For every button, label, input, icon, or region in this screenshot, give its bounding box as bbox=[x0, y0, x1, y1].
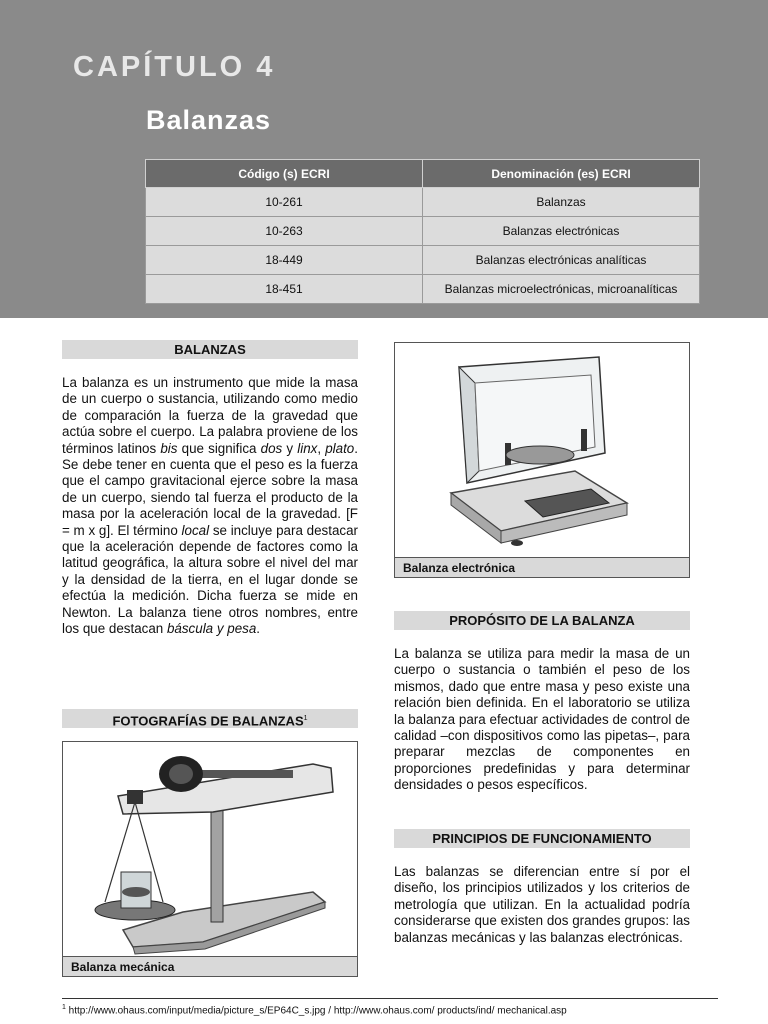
table-cell-name: Balanzas electrónicas bbox=[423, 217, 700, 246]
principios-paragraph: Las balanzas se diferencian entre sí por el diseño, los principios utilizados y los criterios de metrología que utilizan. En la actualidad podría considerarse que existen dos grandes grupos: las balanzas mecánicas y las balanzas electrónicas. bbox=[394, 864, 690, 945]
term-dos: dos bbox=[260, 440, 283, 456]
term-local: local bbox=[181, 522, 210, 538]
term-bascula: báscula y pesa bbox=[166, 621, 257, 637]
section-heading-proposito: PROPÓSITO DE LA BALANZA bbox=[394, 611, 690, 630]
footnote-divider bbox=[62, 998, 718, 999]
table-cell-code: 10-261 bbox=[146, 188, 423, 217]
footnote-ref: 1 bbox=[303, 715, 308, 722]
fotografias-heading-text: FOTOGRAFÍAS DE BALANZAS bbox=[112, 713, 304, 729]
text-run: se incluye para destacar que la aceleración depende de factores como la latitud geográfica, la altura sobre el nivel del mar y la densidad de la tierra, en el lugar donde se efectúa la medición. Dicha fuerza se mide en Newton. La balanza tiene otros nombres, entre los que destacan bbox=[62, 522, 359, 637]
section-heading-principios: PRINCIPIOS DE FUNCIONAMIENTO bbox=[394, 829, 690, 848]
footnote-text: http://www.ohaus.com/input/media/picture_s/EP64C_s.jpg / http://www.ohaus.com/ products/ind/ mechanical.asp bbox=[65, 1005, 567, 1017]
chapter-title: Balanzas bbox=[146, 105, 272, 135]
text-run: . Se debe tener en cuenta que el peso es la fuerza que el campo gravitacional ejerce sobre la masa de un cuerpo, siendo tal fuerza el producto de la masa por la aceleración local de la gravedad. [F = m x g]. El término bbox=[62, 440, 358, 538]
term-linx: linx bbox=[297, 440, 318, 456]
term-bis: bis bbox=[160, 440, 178, 456]
mechanical-balance-caption: Balanza mecánica bbox=[62, 957, 358, 977]
table-row bbox=[146, 275, 700, 304]
column-header-code: Código (s) ECRI bbox=[146, 160, 423, 188]
table-row bbox=[146, 188, 700, 217]
electronic-balance-caption: Balanza electrónica bbox=[394, 558, 690, 578]
table-cell-code: 10-263 bbox=[146, 217, 423, 246]
text-run: y bbox=[282, 440, 298, 456]
text-run: que significa bbox=[177, 440, 261, 456]
text-run: . bbox=[256, 621, 261, 637]
text-run: La balanza es un instrumento que mide la masa de un cuerpo o sustancia, utilizando como medio de comparación la fuerza de la gravedad que actúa sobre el cuerpo. La palabra proviene de los términos latinos bbox=[62, 375, 358, 456]
chapter-header bbox=[0, 0, 768, 318]
table-row bbox=[146, 217, 700, 246]
balanzas-paragraph bbox=[62, 375, 358, 638]
column-header-name: Denominación (es) ECRI bbox=[423, 160, 700, 188]
electronic-balance-illustration bbox=[395, 343, 689, 557]
table-cell-name: Balanzas microelectrónicas, microanalíticas bbox=[423, 275, 700, 304]
table-row bbox=[146, 246, 700, 275]
table-cell-code: 18-451 bbox=[146, 275, 423, 304]
proposito-paragraph: La balanza se utiliza para medir la masa de un cuerpo o sustancia o también el peso de los mismos, dado que entre masa y peso existe una relación bien definida. En el laboratorio se utiliza la balanza para efectuar actividades de control de calidad –con dispositivos como las pipetas–, para preparar mezclas de componentes en proporciones predefinidas y para determinar densidades o pesos específicos. bbox=[394, 646, 690, 793]
mechanical-balance-photo bbox=[62, 741, 358, 957]
table-cell-name: Balanzas bbox=[423, 188, 700, 217]
chapter-number: CAPÍTULO 4 bbox=[73, 51, 276, 83]
footnote bbox=[62, 1004, 567, 1016]
term-plato: plato bbox=[325, 440, 355, 456]
table-cell-name: Balanzas electrónicas analíticas bbox=[423, 246, 700, 275]
table-cell-code: 18-449 bbox=[146, 246, 423, 275]
mechanical-balance-illustration bbox=[63, 742, 357, 956]
ecri-codes-table bbox=[145, 159, 700, 304]
electronic-balance-photo bbox=[394, 342, 690, 558]
footnote-mark: 1 bbox=[62, 1004, 66, 1011]
section-heading-balanzas: BALANZAS bbox=[62, 340, 358, 359]
table-header-row bbox=[146, 160, 700, 188]
section-heading-fotografias bbox=[62, 709, 358, 728]
text-run: , bbox=[317, 440, 326, 456]
